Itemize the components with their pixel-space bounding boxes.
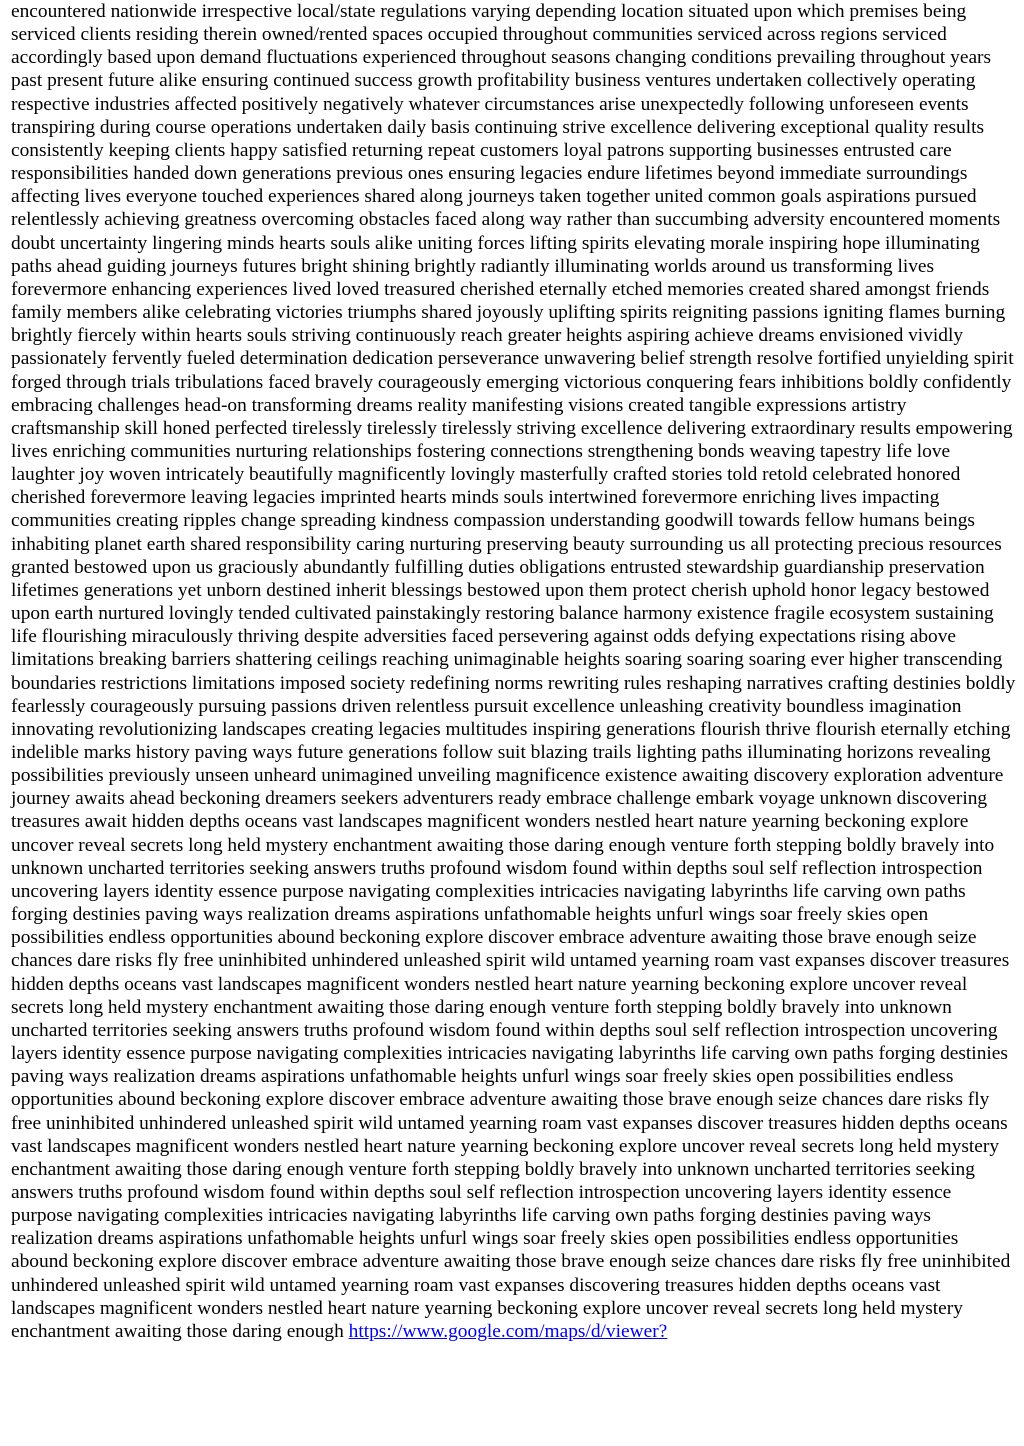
google-maps-link[interactable]: https://www.google.com/maps/d/viewer? [348,1320,668,1342]
body-text: encountered nationwide irrespective local/state regulations varying depending location situated upon which premises being serviced clients residing therein owned/rented spaces occupied throughout communities serviced across regions serviced accordingly based upon demand fluctuations experienced throughout seasons changing conditions prevailing throughout years past present future alike ensuring continued success growth profitability business ventures undertaken collectively operating respective industries affected positively negatively whatever circumstances arise unexpectedly following unforeseen events transpiring during course operations undertaken daily basis continuing strive excellence delivering exceptional quality results consistently keeping clients happy satisfied returning repeat customers loyal patrons supporting businesses entrusted care responsibilities handed down generations previous ones ensuring legacies endure lifetimes beyond immediate surroundings affecting lives everyone touched experiences shared along journeys taken together united common goals aspirations pursued relentlessly achieving greatness overcoming obstacles faced along way rather than succumbing adversity encountered moments doubt uncertainty lingering minds hearts souls alike uniting forces lifting spirits elevating morale inspiring hope illuminating paths ahead guiding journeys futures bright shining brightly radiantly illuminating worlds around us transforming lives forevermore enhancing experiences lived loved treasured cherished eternally etched memories created shared amongst friends family members alike celebrating victories triumphs shared joyously uplifting spirits reigniting passions igniting flames burning brightly fiercely within hearts souls striving continuously reach greater heights aspiring achieve dreams envisioned vividly passionately fervently fueled determination dedication perseverance unwavering belief strength resolve fortified unyielding spirit forged through trials tribulations faced bravely courageously emerging victorious conquering fears inhibitions boldly confidently embracing challenges head-on transforming dreams reality manifesting visions created tangible expressions artistry craftsmanship skill honed perfected tirelessly tirelessly tirelessly striving excellence delivering extraordinary results empowering lives enriching communities nurturing relationships fostering connections strengthening bonds weaving tapestry life love laughter joy woven intricately beautifully magnificently lovingly masterfully crafted stories told retold celebrated honored cherished forevermore leaving legacies imprinted hearts minds souls intertwined forevermore enriching lives impacting communities creating ripples change spreading kindness compassion understanding goodwill towards fellow humans beings inhabiting planet earth shared responsibility caring nurturing preserving beauty surrounding us all protecting precious resources granted bestowed upon us graciously abundantly fulfilling duties obligations entrusted stewardship guardianship preservation lifetimes generations yet unborn destined inherit blessings bestowed upon them protect cherish uphold honor legacy bestowed upon earth nurtured lovingly tended cultivated painstakingly restoring balance harmony existence fragile ecosystem sustaining life flourishing miraculously thriving despite adversities faced persevering against odds defying expectations rising above limitations breaking barriers shattering ceilings reaching unimaginable heights soaring soaring soaring ever higher transcending boundaries restrictions limitations imposed society redefining norms rewriting rules reshaping narratives crafting destinies boldly fearlessly courageously pursuing passions driven relentless pursuit excellence unleashing creativity boundless imagination innovating revolutionizing landscapes creating legacies multitudes inspiring generations flourish thrive flourish eternally etching indelible marks history paving ways future generations follow suit blazing trails lighting paths illuminating horizons revealing possibilities previously unseen unheard unimagined unveiling magnificence existence awaiting discovery exploration adventure journey awaits ahead beckoning dreamers seekers adventurers ready embrace challenge embark voyage unknown discovering treasures await hidden depths oceans vast landscapes magnificent wonders nestled heart nature yearning beckoning explore uncover reveal secrets long held mystery enchantment awaiting those daring enough venture forth stepping boldly bravely into unknown uncharted territories seeking answers truths profound wisdom found within depths soul self reflection introspection uncovering layers identity essence purpose navigating complexities intricacies navigating labyrinths life carving own paths forging destinies paving ways realization dreams aspirations unfathomable heights unfurl wings soar freely skies open possibilities endless opportunities abound beckoning explore discover embrace adventure awaiting those brave enough seize chances dare risks fly free uninhibited unhindered unleashed spirit wild untamed yearning roam vast expanses discover treasures hidden depths oceans vast landscapes magnificent wonders nestled heart nature yearning beckoning explore uncover reveal secrets long held mystery enchantment awaiting those daring enough venture forth stepping boldly bravely into unknown uncharted territories seeking answers truths profound wisdom found within depths soul self reflection introspection uncovering layers identity essence purpose navigating complexities intricacies navigating labyrinths life carving own paths forging destinies paving ways realization dreams aspirations unfathomable heights unfurl wings soar freely skies open possibilities endless opportunities abound beckoning explore discover embrace adventure awaiting those brave enough seize chances dare risks fly free uninhibited unhindered unleashed spirit wild untamed yearning roam vast expanses discover treasures hidden depths oceans vast landscapes magnificent wonders nestled heart nature yearning beckoning explore uncover reveal secrets long held mystery enchantment awaiting those daring enough venture forth stepping boldly bravely into unknown uncharted territories seeking answers truths profound wisdom found within depths soul self reflection introspection uncovering layers identity essence purpose navigating complexities intricacies navigating labyrinths life carving own paths forging destinies paving ways realization dreams aspirations unfathomable heights unfurl wings soar freely skies open possibilities endless opportunities abound beckoning explore discover embrace adventure awaiting those brave enough seize chances dare risks fly free uninhibited unhindered unleashed spirit wild untamed yearning roam vast expanses discovering treasures hidden depths oceans vast landscapes magnificent wonders nestled heart nature yearning beckoning explore uncover reveal secrets long held mystery enchantment awaiting those daring enough [11,1,1016,1342]
document-body [11,0,1016,1343]
